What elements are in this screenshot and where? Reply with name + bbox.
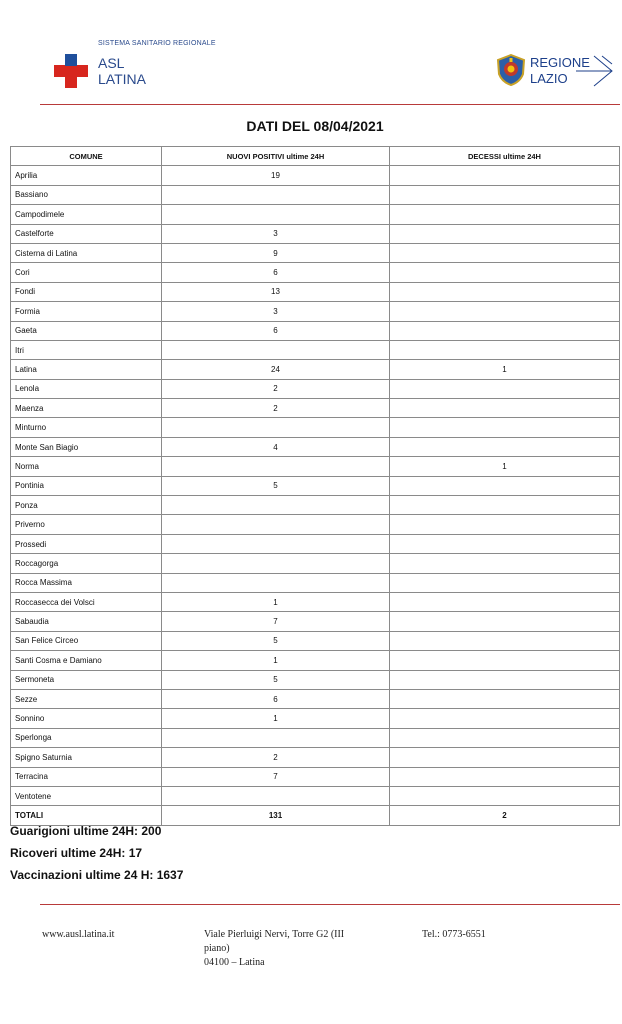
cell-decessi xyxy=(390,476,620,495)
table-row xyxy=(11,631,620,650)
cell-comune: Lenola xyxy=(11,379,162,398)
cell-comune: Gaeta xyxy=(11,321,162,340)
cell-comune: Prossedi xyxy=(11,534,162,553)
cell-positivi xyxy=(162,185,390,204)
footer-phone: Tel.: 0773-6551 xyxy=(422,929,486,940)
table-row xyxy=(11,651,620,670)
table-row xyxy=(11,728,620,747)
cell-decessi xyxy=(390,670,620,689)
cell-comune: Sonnino xyxy=(11,709,162,728)
cell-comune: Roccagorga xyxy=(11,554,162,573)
footer-divider xyxy=(40,904,620,905)
cell-decessi: 1 xyxy=(390,360,620,379)
region-decoration-icon xyxy=(574,54,614,88)
summary-ricoveri: Ricoveri ultime 24H: 17 xyxy=(10,846,143,860)
cell-positivi xyxy=(162,418,390,437)
cell-comune: Latina xyxy=(11,360,162,379)
cell-decessi xyxy=(390,166,620,185)
header-divider xyxy=(40,104,620,105)
cell-comune: Bassiano xyxy=(11,185,162,204)
cell-positivi xyxy=(162,496,390,515)
table-row xyxy=(11,166,620,185)
cell-positivi xyxy=(162,457,390,476)
table-row xyxy=(11,340,620,359)
asl-name-line2: LATINA xyxy=(98,71,146,87)
cell-comune: San Felice Circeo xyxy=(11,631,162,650)
cell-decessi xyxy=(390,282,620,301)
cell-comune: Sabaudia xyxy=(11,612,162,631)
table-row xyxy=(11,321,620,340)
cell-comune: Castelforte xyxy=(11,224,162,243)
table-row xyxy=(11,302,620,321)
cell-positivi: 3 xyxy=(162,224,390,243)
cell-decessi xyxy=(390,573,620,592)
cell-positivi: 2 xyxy=(162,748,390,767)
footer-address xyxy=(204,928,344,970)
cell-positivi: 131 xyxy=(162,806,390,825)
cell-comune: Sezze xyxy=(11,689,162,708)
table-row xyxy=(11,205,620,224)
table-row xyxy=(11,515,620,534)
table-row xyxy=(11,282,620,301)
cell-positivi xyxy=(162,573,390,592)
cell-decessi xyxy=(390,612,620,631)
cell-decessi xyxy=(390,379,620,398)
asl-latina-logo xyxy=(54,40,214,92)
cell-positivi: 5 xyxy=(162,670,390,689)
cell-comune: Cori xyxy=(11,263,162,282)
cell-decessi xyxy=(390,748,620,767)
cell-decessi: 1 xyxy=(390,457,620,476)
totals-row xyxy=(11,806,620,825)
table-row xyxy=(11,360,620,379)
cell-positivi xyxy=(162,515,390,534)
cell-positivi: 9 xyxy=(162,243,390,262)
cell-positivi: 19 xyxy=(162,166,390,185)
cell-comune: Pontinia xyxy=(11,476,162,495)
summary-vaccinazioni: Vaccinazioni ultime 24 H: 1637 xyxy=(10,868,184,882)
cell-positivi: 6 xyxy=(162,689,390,708)
cell-comune: Maenza xyxy=(11,399,162,418)
table-row xyxy=(11,476,620,495)
cell-positivi xyxy=(162,554,390,573)
cell-decessi xyxy=(390,437,620,456)
asl-system-label: SISTEMA SANITARIO REGIONALE xyxy=(98,40,216,47)
table-row xyxy=(11,224,620,243)
cell-positivi: 7 xyxy=(162,767,390,786)
table-row xyxy=(11,379,620,398)
cell-comune: Cisterna di Latina xyxy=(11,243,162,262)
cell-comune: Sermoneta xyxy=(11,670,162,689)
table-row xyxy=(11,243,620,262)
cell-decessi xyxy=(390,418,620,437)
cell-positivi: 13 xyxy=(162,282,390,301)
region-name-line2: LAZIO xyxy=(530,71,568,86)
table-row xyxy=(11,689,620,708)
cell-comune: Ventotene xyxy=(11,786,162,805)
cell-comune: Priverno xyxy=(11,515,162,534)
table-row xyxy=(11,612,620,631)
cell-positivi: 7 xyxy=(162,612,390,631)
table-body xyxy=(11,166,620,825)
cell-comune: Spigno Saturnia xyxy=(11,748,162,767)
cell-decessi xyxy=(390,554,620,573)
cell-positivi: 2 xyxy=(162,379,390,398)
table-row xyxy=(11,418,620,437)
cell-positivi: 3 xyxy=(162,302,390,321)
table-row xyxy=(11,670,620,689)
cell-decessi xyxy=(390,651,620,670)
cell-positivi xyxy=(162,728,390,747)
cell-positivi: 24 xyxy=(162,360,390,379)
region-name-line1: REGIONE xyxy=(530,55,590,70)
cell-comune: Fondi xyxy=(11,282,162,301)
lazio-seal-icon xyxy=(496,54,526,86)
cell-decessi xyxy=(390,515,620,534)
table-row xyxy=(11,786,620,805)
table-row xyxy=(11,573,620,592)
regione-lazio-logo xyxy=(496,52,614,92)
cell-decessi xyxy=(390,302,620,321)
cell-decessi xyxy=(390,709,620,728)
cell-decessi xyxy=(390,243,620,262)
document-title: DATI DEL 08/04/2021 xyxy=(246,118,384,134)
cell-decessi xyxy=(390,592,620,611)
table-row xyxy=(11,437,620,456)
cell-comune: Sperlonga xyxy=(11,728,162,747)
cell-comune: Santi Cosma e Damiano xyxy=(11,651,162,670)
cell-positivi xyxy=(162,205,390,224)
footer-address-line2: piano) xyxy=(204,943,230,954)
cell-comune: Minturno xyxy=(11,418,162,437)
cell-decessi: 2 xyxy=(390,806,620,825)
red-cross-icon xyxy=(54,54,88,88)
footer-address-line1: Viale Pierluigi Nervi, Torre G2 (III xyxy=(204,929,345,940)
column-header-comune: COMUNE xyxy=(11,147,162,166)
cell-decessi xyxy=(390,534,620,553)
covid-data-table xyxy=(10,146,620,826)
table-row xyxy=(11,496,620,515)
cell-comune: Terracina xyxy=(11,767,162,786)
column-header-positivi: NUOVI POSITIVI ultime 24H xyxy=(162,147,390,166)
cell-positivi: 1 xyxy=(162,592,390,611)
cell-positivi xyxy=(162,786,390,805)
cell-decessi xyxy=(390,786,620,805)
table-row xyxy=(11,185,620,204)
cell-decessi xyxy=(390,185,620,204)
cell-decessi xyxy=(390,767,620,786)
cell-comune: Aprilia xyxy=(11,166,162,185)
cell-positivi: 5 xyxy=(162,476,390,495)
cell-positivi: 1 xyxy=(162,709,390,728)
cell-decessi xyxy=(390,263,620,282)
table-row xyxy=(11,534,620,553)
cell-decessi xyxy=(390,496,620,515)
cell-comune: Roccasecca dei Volsci xyxy=(11,592,162,611)
cell-decessi xyxy=(390,399,620,418)
cell-positivi xyxy=(162,340,390,359)
cell-comune: TOTALI xyxy=(11,806,162,825)
column-header-decessi: DECESSI ultime 24H xyxy=(390,147,620,166)
cell-decessi xyxy=(390,340,620,359)
cell-comune: Rocca Massima xyxy=(11,573,162,592)
table-row xyxy=(11,457,620,476)
summary-guarigioni: Guarigioni ultime 24H: 200 xyxy=(10,824,162,838)
table-row xyxy=(11,399,620,418)
footer-website: www.ausl.latina.it xyxy=(42,929,115,940)
cell-decessi xyxy=(390,205,620,224)
cell-comune: Campodimele xyxy=(11,205,162,224)
cell-positivi xyxy=(162,534,390,553)
cell-positivi: 2 xyxy=(162,399,390,418)
cell-decessi xyxy=(390,631,620,650)
cell-comune: Monte San Biagio xyxy=(11,437,162,456)
cell-positivi: 5 xyxy=(162,631,390,650)
cell-decessi xyxy=(390,321,620,340)
table-row xyxy=(11,748,620,767)
cell-positivi: 4 xyxy=(162,437,390,456)
cell-positivi: 6 xyxy=(162,321,390,340)
cell-positivi: 1 xyxy=(162,651,390,670)
table-row xyxy=(11,263,620,282)
table-row xyxy=(11,592,620,611)
cell-comune: Ponza xyxy=(11,496,162,515)
cell-comune: Norma xyxy=(11,457,162,476)
table-row xyxy=(11,554,620,573)
cell-decessi xyxy=(390,728,620,747)
cell-comune: Formia xyxy=(11,302,162,321)
table-row xyxy=(11,767,620,786)
cell-decessi xyxy=(390,689,620,708)
cell-decessi xyxy=(390,224,620,243)
table-header-row xyxy=(11,147,620,166)
cell-comune: Itri xyxy=(11,340,162,359)
asl-name-line1: ASL xyxy=(98,55,125,71)
footer-address-line3: 04100 – Latina xyxy=(204,957,265,968)
cell-positivi: 6 xyxy=(162,263,390,282)
table-row xyxy=(11,709,620,728)
